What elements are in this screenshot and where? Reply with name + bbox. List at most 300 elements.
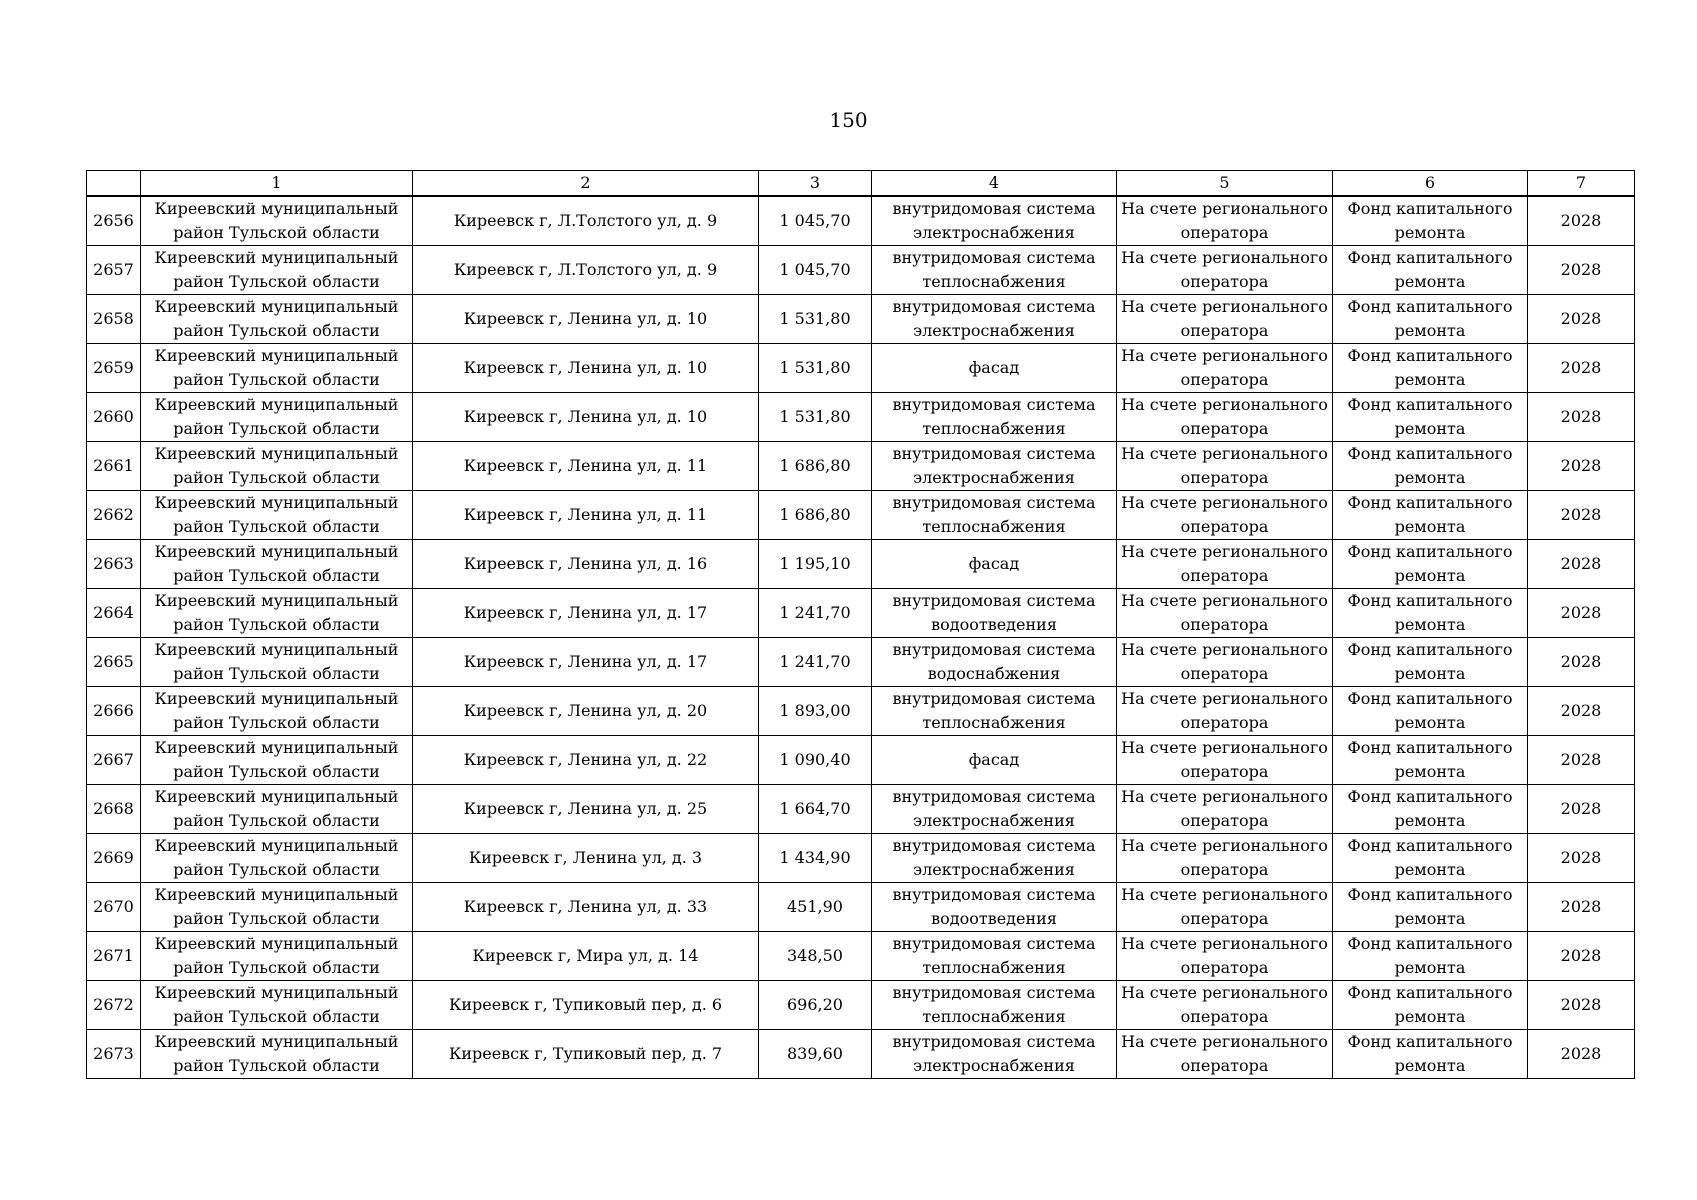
area-cell (759, 442, 872, 491)
account-cell-line-1: На счете регионального (1121, 640, 1328, 659)
funding-cell-line-2: ремонта (1394, 615, 1466, 634)
work-type-cell-line-2: электроснабжения (913, 1056, 1075, 1075)
account-cell (1117, 932, 1333, 981)
work-type-cell (872, 491, 1117, 540)
work-type-cell-line-2: теплоснабжения (922, 713, 1066, 732)
area-cell (759, 736, 872, 785)
account-cell-line-1: На счете регионального (1121, 444, 1328, 463)
municipality-cell (141, 932, 413, 981)
funding-cell-line-2: ремонта (1394, 566, 1466, 585)
area-cell-text: 1 241,70 (779, 652, 851, 671)
funding-cell-line-1: Фонд капитального (1347, 836, 1513, 855)
account-cell-line-2: оператора (1180, 713, 1269, 732)
municipality-cell-line-1: Киреевский муниципальный (154, 885, 399, 904)
area-cell (759, 540, 872, 589)
work-type-cell-line-2: теплоснабжения (922, 517, 1066, 536)
row-number (87, 932, 141, 981)
work-type-cell-line-1: внутридомовая система (892, 248, 1096, 267)
area-cell (759, 589, 872, 638)
year-cell (1528, 246, 1635, 295)
work-type-cell-line-1: внутридомовая система (892, 640, 1096, 659)
year-cell (1528, 589, 1635, 638)
account-cell (1117, 981, 1333, 1030)
address-cell-text: Киреевск г, Ленина ул, д. 17 (463, 603, 708, 622)
address-cell (413, 295, 759, 344)
row-number (87, 589, 141, 638)
row-number-text: 2673 (93, 1044, 134, 1063)
municipality-cell-line-1: Киреевский муниципальный (154, 836, 399, 855)
area-cell-text: 839,60 (787, 1044, 843, 1063)
table-row (87, 344, 1635, 393)
account-cell (1117, 393, 1333, 442)
work-type-cell-line-2: электроснабжения (913, 860, 1075, 879)
account-cell-line-1: На счете регионального (1121, 542, 1328, 561)
municipality-cell-line-2: район Тульской области (173, 664, 380, 683)
work-type-cell-line-1: внутридомовая система (892, 493, 1096, 512)
municipality-cell-line-1: Киреевский муниципальный (154, 542, 399, 561)
funding-cell (1333, 736, 1528, 785)
address-cell (413, 196, 759, 246)
area-cell (759, 932, 872, 981)
address-cell-text: Киреевск г, Ленина ул, д. 11 (463, 456, 708, 475)
header-cell: 6 (1333, 171, 1528, 197)
address-cell-text: Киреевск г, Л.Толстого ул, д. 9 (453, 211, 718, 230)
table-row (87, 491, 1635, 540)
year-cell-text: 2028 (1560, 505, 1602, 524)
capital-repair-table (86, 170, 1635, 1079)
account-cell-line-2: оператора (1180, 958, 1269, 977)
funding-cell (1333, 246, 1528, 295)
year-cell (1528, 638, 1635, 687)
work-type-cell-line-1: внутридомовая система (892, 836, 1096, 855)
work-type-cell-line-2: электроснабжения (913, 223, 1075, 242)
address-cell-text: Киреевск г, Ленина ул, д. 20 (463, 701, 708, 720)
area-cell-text: 1 090,40 (779, 750, 851, 769)
account-cell (1117, 638, 1333, 687)
municipality-cell (141, 491, 413, 540)
funding-cell-line-2: ремонта (1394, 811, 1466, 830)
account-cell-line-2: оператора (1180, 664, 1269, 683)
work-type-cell (872, 196, 1117, 246)
header-cell: 1 (141, 171, 413, 197)
address-cell (413, 834, 759, 883)
work-type-cell-line-1: внутридомовая система (892, 934, 1096, 953)
area-cell-text: 1 531,80 (779, 309, 851, 328)
area-cell (759, 981, 872, 1030)
address-cell (413, 883, 759, 932)
funding-cell-line-2: ремонта (1394, 370, 1466, 389)
header-cell: 4 (872, 171, 1117, 197)
work-type-cell-line-1: внутридомовая система (892, 983, 1096, 1002)
municipality-cell-line-2: район Тульской области (173, 860, 380, 879)
work-type-cell (872, 834, 1117, 883)
funding-cell-line-1: Фонд капитального (1347, 199, 1513, 218)
row-number-text: 2657 (93, 260, 134, 279)
row-number (87, 442, 141, 491)
municipality-cell-line-1: Киреевский муниципальный (154, 640, 399, 659)
address-cell-text: Киреевск г, Ленина ул, д. 10 (463, 358, 708, 377)
address-cell-text: Киреевск г, Ленина ул, д. 33 (463, 897, 708, 916)
work-type-cell-line-2: водоотведения (931, 909, 1057, 928)
header-cell: 3 (759, 171, 872, 197)
work-type-cell-line-2: электроснабжения (913, 811, 1075, 830)
municipality-cell-line-2: район Тульской области (173, 566, 380, 585)
funding-cell-line-2: ремонта (1394, 1056, 1466, 1075)
municipality-cell-line-2: район Тульской области (173, 223, 380, 242)
table-row (87, 246, 1635, 295)
year-cell-text: 2028 (1560, 701, 1602, 720)
year-cell-text: 2028 (1560, 995, 1602, 1014)
table-row (87, 393, 1635, 442)
account-cell (1117, 736, 1333, 785)
account-cell-line-2: оператора (1180, 517, 1269, 536)
row-number-text: 2658 (93, 309, 134, 328)
table-header-row (87, 171, 1635, 197)
work-type-cell-text: фасад (968, 554, 1020, 573)
address-cell (413, 981, 759, 1030)
table-row (87, 589, 1635, 638)
row-number (87, 246, 141, 295)
area-cell-text: 1 434,90 (779, 848, 851, 867)
municipality-cell-line-2: район Тульской области (173, 370, 380, 389)
funding-cell-line-2: ремонта (1394, 321, 1466, 340)
row-number (87, 638, 141, 687)
address-cell (413, 344, 759, 393)
table-row (87, 932, 1635, 981)
municipality-cell-line-1: Киреевский муниципальный (154, 591, 399, 610)
year-cell-text: 2028 (1560, 897, 1602, 916)
funding-cell-line-1: Фонд капитального (1347, 444, 1513, 463)
address-cell (413, 540, 759, 589)
address-cell (413, 246, 759, 295)
table-row (87, 638, 1635, 687)
work-type-cell-text: фасад (968, 358, 1020, 377)
address-cell (413, 491, 759, 540)
work-type-cell-line-2: теплоснабжения (922, 272, 1066, 291)
work-type-cell (872, 540, 1117, 589)
municipality-cell (141, 785, 413, 834)
year-cell-text: 2028 (1560, 260, 1602, 279)
row-number-text: 2669 (93, 848, 134, 867)
year-cell-text: 2028 (1560, 358, 1602, 377)
address-cell-text: Киреевск г, Ленина ул, д. 22 (463, 750, 708, 769)
table-row (87, 736, 1635, 785)
area-cell (759, 491, 872, 540)
account-cell-line-2: оператора (1180, 468, 1269, 487)
table-body (87, 196, 1635, 1079)
work-type-cell-line-2: теплоснабжения (922, 1007, 1066, 1026)
header-cell (87, 171, 141, 197)
funding-cell (1333, 393, 1528, 442)
area-cell (759, 834, 872, 883)
account-cell-line-1: На счете регионального (1121, 297, 1328, 316)
address-cell-text: Киреевск г, Мира ул, д. 14 (472, 946, 699, 965)
year-cell-text: 2028 (1560, 554, 1602, 573)
municipality-cell (141, 344, 413, 393)
funding-cell-line-1: Фонд капитального (1347, 297, 1513, 316)
municipality-cell-line-2: район Тульской области (173, 1056, 380, 1075)
row-number (87, 981, 141, 1030)
header-cell: 5 (1117, 171, 1333, 197)
year-cell (1528, 932, 1635, 981)
row-number-text: 2665 (93, 652, 134, 671)
account-cell-line-1: На счете регионального (1121, 199, 1328, 218)
account-cell-line-1: На счете регионального (1121, 395, 1328, 414)
municipality-cell (141, 736, 413, 785)
page-number: 150 (829, 108, 868, 132)
row-number (87, 785, 141, 834)
year-cell-text: 2028 (1560, 652, 1602, 671)
work-type-cell-line-1: внутридомовая система (892, 689, 1096, 708)
municipality-cell (141, 834, 413, 883)
funding-cell-line-1: Фонд капитального (1347, 395, 1513, 414)
year-cell (1528, 687, 1635, 736)
area-cell (759, 687, 872, 736)
account-cell-line-2: оператора (1180, 1056, 1269, 1075)
row-number-text: 2672 (93, 995, 134, 1014)
row-number (87, 393, 141, 442)
account-cell-line-2: оператора (1180, 1007, 1269, 1026)
area-cell-text: 1 045,70 (779, 260, 851, 279)
funding-cell-line-1: Фонд капитального (1347, 934, 1513, 953)
row-number (87, 736, 141, 785)
address-cell (413, 687, 759, 736)
account-cell-line-1: На счете регионального (1121, 1032, 1328, 1051)
municipality-cell-line-1: Киреевский муниципальный (154, 738, 399, 757)
row-number (87, 883, 141, 932)
area-cell (759, 785, 872, 834)
address-cell (413, 589, 759, 638)
funding-cell (1333, 295, 1528, 344)
row-number-text: 2668 (93, 799, 134, 818)
funding-cell (1333, 883, 1528, 932)
funding-cell (1333, 1030, 1528, 1079)
address-cell-text: Киреевск г, Ленина ул, д. 17 (463, 652, 708, 671)
municipality-cell-line-2: район Тульской области (173, 713, 380, 732)
funding-cell-line-1: Фонд капитального (1347, 346, 1513, 365)
funding-cell-line-1: Фонд капитального (1347, 787, 1513, 806)
address-cell (413, 638, 759, 687)
work-type-cell (872, 589, 1117, 638)
work-type-cell-line-2: электроснабжения (913, 468, 1075, 487)
area-cell (759, 1030, 872, 1079)
table-row (87, 1030, 1635, 1079)
municipality-cell-line-1: Киреевский муниципальный (154, 787, 399, 806)
funding-cell (1333, 196, 1528, 246)
area-cell-text: 1 531,80 (779, 358, 851, 377)
account-cell (1117, 491, 1333, 540)
year-cell (1528, 442, 1635, 491)
account-cell-line-1: На счете регионального (1121, 346, 1328, 365)
account-cell-line-1: На счете регионального (1121, 836, 1328, 855)
area-cell (759, 246, 872, 295)
address-cell (413, 442, 759, 491)
account-cell-line-2: оператора (1180, 419, 1269, 438)
work-type-cell-line-2: водоснабжения (927, 664, 1061, 683)
funding-cell (1333, 785, 1528, 834)
funding-cell-line-2: ремонта (1394, 958, 1466, 977)
work-type-cell-line-1: внутридомовая система (892, 199, 1096, 218)
work-type-cell-line-1: внутридомовая система (892, 1032, 1096, 1051)
year-cell (1528, 491, 1635, 540)
account-cell-line-1: На счете регионального (1121, 787, 1328, 806)
municipality-cell-line-2: район Тульской области (173, 468, 380, 487)
row-number-text: 2662 (93, 505, 134, 524)
row-number (87, 834, 141, 883)
row-number (87, 540, 141, 589)
account-cell-line-1: На счете регионального (1121, 591, 1328, 610)
municipality-cell-line-1: Киреевский муниципальный (154, 493, 399, 512)
municipality-cell-line-1: Киреевский муниципальный (154, 934, 399, 953)
funding-cell-line-2: ремонта (1394, 860, 1466, 879)
work-type-cell (872, 442, 1117, 491)
municipality-cell-line-2: район Тульской области (173, 321, 380, 340)
municipality-cell-line-1: Киреевский муниципальный (154, 1032, 399, 1051)
funding-cell-line-1: Фонд капитального (1347, 542, 1513, 561)
municipality-cell (141, 687, 413, 736)
area-cell-text: 451,90 (787, 897, 843, 916)
year-cell (1528, 883, 1635, 932)
account-cell-line-2: оператора (1180, 860, 1269, 879)
work-type-cell-line-2: теплоснабжения (922, 958, 1066, 977)
municipality-cell-line-1: Киреевский муниципальный (154, 983, 399, 1002)
funding-cell (1333, 589, 1528, 638)
work-type-cell-line-2: водоотведения (931, 615, 1057, 634)
header-cell: 2 (413, 171, 759, 197)
address-cell-text: Киреевск г, Тупиковый пер, д. 6 (448, 995, 723, 1014)
funding-cell (1333, 442, 1528, 491)
account-cell (1117, 344, 1333, 393)
municipality-cell (141, 196, 413, 246)
row-number-text: 2656 (93, 211, 134, 230)
row-number (87, 491, 141, 540)
work-type-cell (872, 246, 1117, 295)
account-cell-line-1: На счете регионального (1121, 738, 1328, 757)
year-cell (1528, 196, 1635, 246)
row-number-text: 2667 (93, 750, 134, 769)
account-cell (1117, 834, 1333, 883)
table-row (87, 981, 1635, 1030)
work-type-cell-line-1: внутридомовая система (892, 787, 1096, 806)
table-row (87, 785, 1635, 834)
municipality-cell (141, 295, 413, 344)
funding-cell (1333, 638, 1528, 687)
account-cell-line-2: оператора (1180, 321, 1269, 340)
funding-cell-line-2: ремонта (1394, 223, 1466, 242)
account-cell-line-1: На счете регионального (1121, 885, 1328, 904)
funding-cell-line-1: Фонд капитального (1347, 248, 1513, 267)
municipality-cell-line-1: Киреевский муниципальный (154, 689, 399, 708)
funding-cell-line-1: Фонд капитального (1347, 738, 1513, 757)
work-type-cell (872, 344, 1117, 393)
year-cell-text: 2028 (1560, 848, 1602, 867)
work-type-cell (872, 295, 1117, 344)
table-row (87, 442, 1635, 491)
area-cell-text: 348,50 (787, 946, 843, 965)
year-cell (1528, 736, 1635, 785)
account-cell (1117, 295, 1333, 344)
funding-cell-line-2: ремонта (1394, 713, 1466, 732)
funding-cell-line-2: ремонта (1394, 272, 1466, 291)
account-cell-line-2: оператора (1180, 615, 1269, 634)
municipality-cell-line-2: район Тульской области (173, 762, 380, 781)
work-type-cell (872, 687, 1117, 736)
municipality-cell-line-2: район Тульской области (173, 419, 380, 438)
table-row (87, 196, 1635, 246)
address-cell (413, 736, 759, 785)
address-cell (413, 932, 759, 981)
row-number-text: 2659 (93, 358, 134, 377)
address-cell (413, 785, 759, 834)
account-cell (1117, 196, 1333, 246)
funding-cell-line-2: ремонта (1394, 1007, 1466, 1026)
funding-cell-line-1: Фонд капитального (1347, 640, 1513, 659)
account-cell (1117, 589, 1333, 638)
account-cell-line-1: На счете регионального (1121, 248, 1328, 267)
row-number-text: 2666 (93, 701, 134, 720)
funding-cell-line-1: Фонд капитального (1347, 1032, 1513, 1051)
account-cell-line-1: На счете регионального (1121, 689, 1328, 708)
funding-cell (1333, 491, 1528, 540)
work-type-cell (872, 981, 1117, 1030)
table-row (87, 687, 1635, 736)
account-cell-line-2: оператора (1180, 811, 1269, 830)
funding-cell-line-1: Фонд капитального (1347, 689, 1513, 708)
row-number (87, 687, 141, 736)
year-cell-text: 2028 (1560, 309, 1602, 328)
area-cell (759, 638, 872, 687)
funding-cell (1333, 834, 1528, 883)
work-type-cell (872, 638, 1117, 687)
work-type-cell-line-2: теплоснабжения (922, 419, 1066, 438)
work-type-cell-line-1: внутридомовая система (892, 885, 1096, 904)
address-cell-text: Киреевск г, Ленина ул, д. 10 (463, 309, 708, 328)
area-cell (759, 295, 872, 344)
row-number-text: 2660 (93, 407, 134, 426)
row-number-text: 2671 (93, 946, 134, 965)
funding-cell-line-1: Фонд капитального (1347, 885, 1513, 904)
municipality-cell (141, 246, 413, 295)
municipality-cell-line-2: район Тульской области (173, 811, 380, 830)
row-number-text: 2670 (93, 897, 134, 916)
funding-cell-line-2: ремонта (1394, 909, 1466, 928)
row-number-text: 2663 (93, 554, 134, 573)
year-cell-text: 2028 (1560, 456, 1602, 475)
municipality-cell-line-2: район Тульской области (173, 517, 380, 536)
municipality-cell-line-2: район Тульской области (173, 958, 380, 977)
municipality-cell-line-1: Киреевский муниципальный (154, 395, 399, 414)
table-row (87, 295, 1635, 344)
year-cell (1528, 1030, 1635, 1079)
area-cell-text: 1 195,10 (779, 554, 851, 573)
work-type-cell (872, 883, 1117, 932)
area-cell-text: 1 045,70 (779, 211, 851, 230)
work-type-cell-line-1: внутридомовая система (892, 444, 1096, 463)
area-cell (759, 344, 872, 393)
year-cell-text: 2028 (1560, 750, 1602, 769)
municipality-cell-line-1: Киреевский муниципальный (154, 444, 399, 463)
account-cell (1117, 1030, 1333, 1079)
year-cell-text: 2028 (1560, 1044, 1602, 1063)
address-cell-text: Киреевск г, Ленина ул, д. 10 (463, 407, 708, 426)
year-cell (1528, 981, 1635, 1030)
row-number-text: 2661 (93, 456, 134, 475)
municipality-cell-line-2: район Тульской области (173, 909, 380, 928)
municipality-cell-line-2: район Тульской области (173, 272, 380, 291)
address-cell-text: Киреевск г, Ленина ул, д. 16 (463, 554, 708, 573)
municipality-cell (141, 1030, 413, 1079)
address-cell (413, 1030, 759, 1079)
